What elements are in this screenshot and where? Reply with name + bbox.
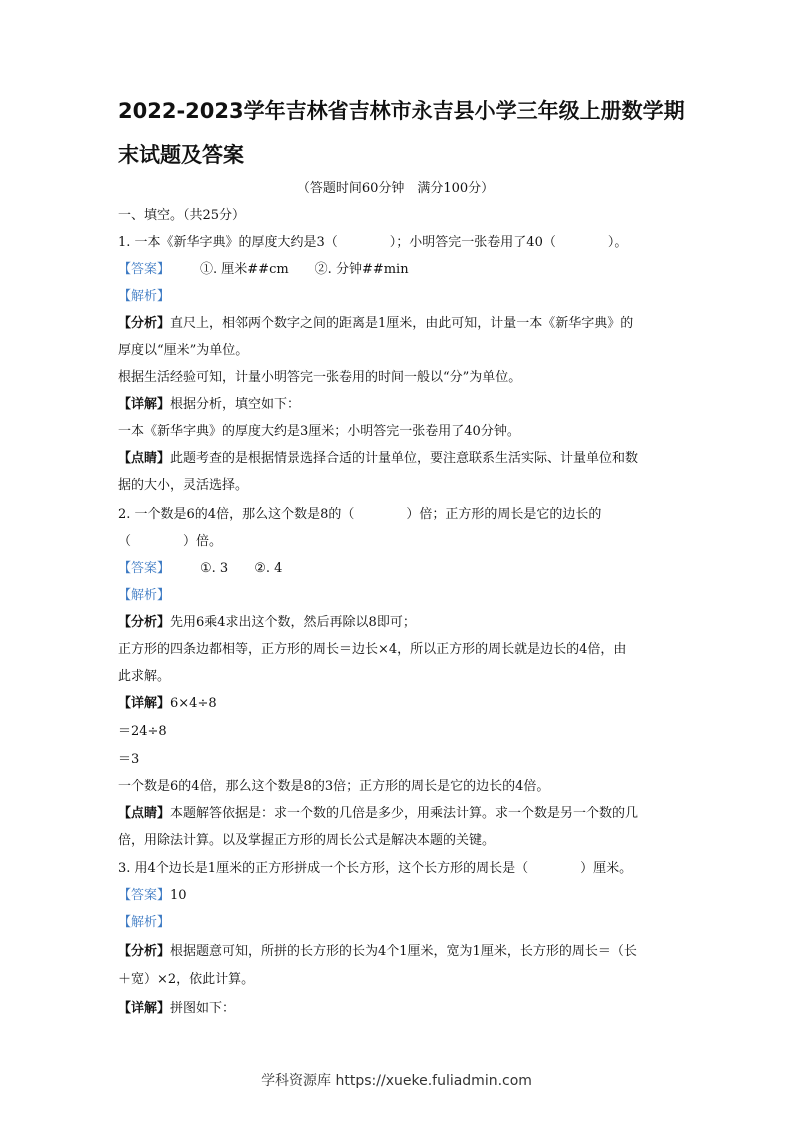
q1-dianjing-text-1: 此题考查的是根据情景选择合适的计量单位，要注意联系生活实际、计量单位和数 (170, 451, 639, 466)
q2-answer (118, 560, 683, 578)
q1-dianjing-text-2: 据的大小，灵活选择。 (118, 478, 249, 493)
q1-question: 1. 一本《新华字典》的厚度大约是3（ ）；小明答完一张卷用了40（ ）。 (118, 235, 628, 250)
q2-xiangjie-text-1: 6×4÷8 (170, 696, 217, 711)
q1-xiangjie-text-1: 根据分析，填空如下： (170, 397, 301, 412)
q1-dianjing (118, 450, 683, 468)
dianjing-tag: 【点睛】 (118, 806, 171, 821)
q3-answer-text: 10 (170, 888, 187, 903)
q3-xiangjie (118, 1000, 683, 1018)
q2-analysis-tag: 【解析】 (118, 588, 171, 603)
exam-subtitle: （答题时间60分钟 满分100分） (296, 181, 495, 196)
q1-answer-text: ①. 厘米##cm ②. 分钟##min (200, 262, 409, 277)
q2-question-2: （ ）倍。 (118, 534, 223, 549)
answer-tag: 【答案】 (118, 888, 171, 903)
q1-answer (118, 261, 683, 279)
answer-tag: 【答案】 (118, 262, 171, 277)
q2-xiangjie-text-2: ＝24÷8 (118, 724, 167, 739)
q1-xiangjie (118, 396, 683, 414)
q3-question: 3. 用4个边长是1厘米的正方形拼成一个长方形，这个长方形的周长是（ ）厘米。 (118, 861, 633, 876)
fenxi-tag: 【分析】 (118, 615, 171, 630)
q3-xiangjie-text-1: 拼图如下： (170, 1001, 236, 1016)
page-footer-watermark: 学科资源库 https://xueke.fuliadmin.com (261, 1073, 532, 1089)
fenxi-tag: 【分析】 (118, 316, 171, 331)
q2-xiangjie-text-4: 一个数是6的4倍，那么这个数是8的3倍；正方形的周长是它的边长的4倍。 (118, 779, 550, 794)
q2-dianjing-text-2: 倍，用除法计算。以及掌握正方形的周长公式是解决本题的关键。 (118, 833, 496, 848)
q3-fenxi (118, 943, 683, 961)
xiangjie-tag: 【详解】 (118, 1001, 171, 1016)
document-title-line-1: 2022-2023学年吉林省吉林市永吉县小学三年级上册数学期 (118, 99, 685, 123)
document-title-line-2: 末试题及答案 (118, 143, 244, 167)
q2-fenxi-text-2: 正方形的四条边都相等，正方形的周长＝边长×4，所以正方形的周长就是边长的4倍，由 (118, 642, 627, 657)
section-heading: 一、填空。（共25分） (118, 208, 246, 223)
q2-fenxi-text-1: 先用6乘4求出这个数，然后再除以8即可； (170, 615, 416, 630)
q3-analysis-tag: 【解析】 (118, 915, 171, 930)
q2-dianjing (118, 805, 683, 823)
q3-answer (118, 887, 683, 905)
answer-tag: 【答案】 (118, 561, 171, 576)
q1-fenxi-text-1: 直尺上，相邻两个数字之间的距离是1厘米，由此可知，计量一本《新华字典》的 (170, 316, 634, 331)
q1-analysis-tag: 【解析】 (118, 289, 171, 304)
q2-answer-text: ①. 3 ②. 4 (200, 561, 283, 576)
q2-fenxi (118, 614, 683, 632)
q3-fenxi-text-1: 根据题意可知，所拼的长方形的长为4个1厘米，宽为1厘米，长方形的周长＝（长 (170, 944, 637, 959)
q2-dianjing-text-1: 本题解答依据是：求一个数的几倍是多少，用乘法计算。求一个数是另一个数的几 (170, 806, 639, 821)
q1-fenxi-text-3: 根据生活经验可知，计量小明答完一张卷用的时间一般以“分”为单位。 (118, 370, 522, 385)
q2-xiangjie-text-3: ＝3 (118, 752, 140, 767)
xiangjie-tag: 【详解】 (118, 696, 171, 711)
q2-question-1: 2. 一个数是6的4倍，那么这个数是8的（ ）倍；正方形的周长是它的边长的 (118, 507, 602, 522)
q2-xiangjie (118, 695, 683, 713)
xiangjie-tag: 【详解】 (118, 397, 171, 412)
dianjing-tag: 【点睛】 (118, 451, 171, 466)
q1-xiangjie-text-2: 一本《新华字典》的厚度大约是3厘米；小明答完一张卷用了40分钟。 (118, 424, 520, 439)
q2-fenxi-text-3: 此求解。 (118, 669, 171, 684)
fenxi-tag: 【分析】 (118, 944, 171, 959)
q1-fenxi-text-2: 厚度以“厘米”为单位。 (118, 343, 249, 358)
q1-fenxi (118, 315, 683, 333)
q3-fenxi-text-2: ＋宽）×2，依此计算。 (118, 972, 255, 987)
